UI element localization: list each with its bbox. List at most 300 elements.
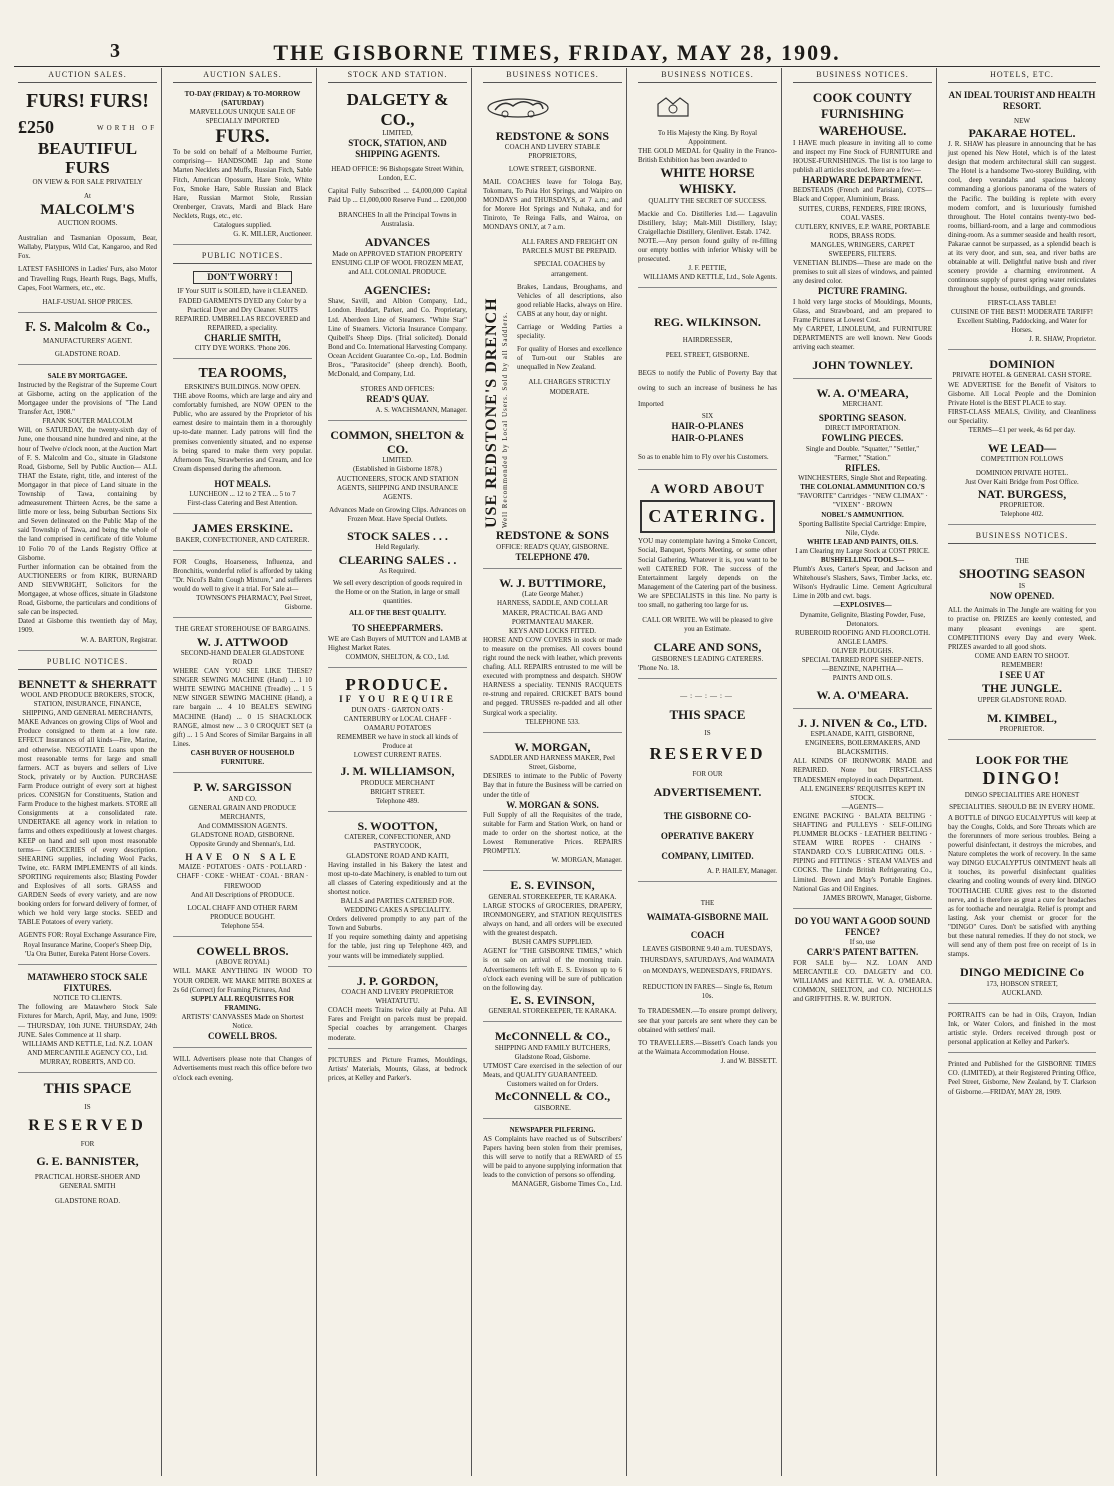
ad-text: LATEST FASHIONS in Ladies' Furs, also Motor and Travelling Rugs, Hearth Rugs, Bags, Muffs, Capes, Foot Warmers, etc., etc. [18,265,157,292]
ad-text: The following are Matawhero Stock Sale Fixtures for March, April, May, and June, 1909:— THURSDAY, 10th JUNE. THURSDAY, 24th JUNE. Sales Commence at 11 sharp. [18,1003,157,1039]
ad-text: "FAVORITE" Cartridges · "NEW CLIMAX" · "VIXEN" · BROWN [797,492,928,510]
ad-text: —AGENTS— [841,802,884,811]
ad-erskine [173,518,312,550]
ad-headline: SPORTING SEASON. [818,413,907,424]
ad-headline: SALE BY MORTGAGEE. [47,371,128,380]
ad-text: SADDLER AND HARNESS MAKER, Peel Street, Gisborne, [489,754,616,772]
ad-text: AUCTION ROOMS. [57,219,118,228]
ad-text: Instructed by the Registrar of the Supreme Court at Gisborne, acting on the application of the Mortgagee under the provisions of "The Land Transfer Act, 1908." [18,380,157,417]
ad-text: At [84,191,91,200]
ad-headline: HARDWARE DEPARTMENT. [802,175,923,186]
ad-text: FIRST-CLASS TABLE! [987,298,1057,307]
coach-horse-icon [483,94,553,120]
ad-text: CATERER, CONFECTIONER, AND PASTRYCOOK, [344,833,451,851]
ad-headline: ADVANCES [364,235,431,250]
ad-headline: ADVERTISEMENT. [653,784,762,799]
ad-sargisson [173,777,312,937]
ad-text: BALLS and PARTIES CATERED FOR. [340,896,455,905]
ad-headline: E. S. EVINSON, [510,992,595,1007]
columns [14,68,1100,1476]
ad-headline: READ'S QUAY. [366,394,429,405]
ad-text: WILL Advertisers please note that Changes of Advertisements must reach this office before two o'clock each evening. [173,1055,312,1082]
ad-dominion [948,354,1096,525]
ad-headline: JAMES ERSKINE. [192,521,293,536]
ad-headline: HAIR-O-PLANES [671,432,744,443]
ad-picture-frames [328,1053,467,1088]
ad-signature: A. S. WACHSMANN, Manager. [375,405,467,414]
ad-text: LARGE STOCKS of GROCERIES, DRAPERY, IRONMONGERY, and STATION REQUISITES always on hand, and all orders will be executed with the greatest despatch. [483,901,622,938]
catering-box [640,500,775,533]
ad-headline: McCONNELL & CO., [494,1089,611,1104]
ad-gordon [328,971,467,1049]
ad-text: NOBEL'S AMMUNITION. [821,510,904,519]
ad-text: REMEMBER we have in stock all kinds of Produce at [336,732,459,751]
ad-cowell [173,941,312,1048]
ad-text: Excellent Stabling, Paddocking, and Water for Horses. [957,316,1087,334]
ad-signature: WILLIAMS AND KETTLE, Ltd., Sole Agents. [643,273,777,282]
ad-price: £250 [18,117,54,137]
newspaper-title: THE GISBORNE TIMES, FRIDAY, MAY 28, 1909. [273,40,841,65]
ad-headline: DINGO MEDICINE Co [959,965,1084,980]
ad-text: AGENT for "THE GISBORNE TIMES," which is on sale on arrival of the morning train. Advertisements left with E. S. Evinson up to 6 o'clock each evening will be sure of publication on the following day. [483,947,622,992]
ad-headline: THE JUNGLE. [981,681,1062,696]
ad-text: WILL MAKE ANYTHING IN WOOD TO YOUR ORDER. WE MAKE MITRE BOXES at 2s 6d (Correct) for Framing Pictures, And [173,967,312,994]
ad-niven [793,713,932,909]
ad-common-shelton [328,425,467,668]
ad-text: Just Over Kaiti Bridge from Post Office. [965,477,1079,486]
ad-redstone [483,87,622,569]
ad-text: ALL FARES AND FREIGHT ON PARCELS MUST BE PREPAID. [521,238,618,256]
ad-headline: TO SHEEPFARMERS. [352,623,443,634]
ad-text: I hold very large stocks of Mouldings, Mounts, Glass, and Strawboard, and am prepared to Frame Pictures at Lowest Cost. [793,297,932,324]
ad-text: THE above Rooms, which are large and airy and comfortably furnished, are NOW OPEN to the Public, who are assured by the Proprietor of his earnest desire to maintain them in a thoroughly up-to-date manner. Lady patrons will find the premises conveniently situated, and no expense is being spared to make them very popular. Afternoon Tea, Strawberries and Cream, and Ice Cream dispensed during the afternoon. [173,392,312,473]
ad-text: PEEL STREET, GISBORNE. [665,350,750,359]
ad-headline: REDSTONE & SONS [495,129,610,143]
ad-text: If so, use [849,938,876,947]
ad-text: (ABOVE ROYAL) [215,958,270,967]
ad-text: AS Complaints have reached us of Subscribers' Papers having been stolen from their premises, this will serve to notify that a REWARD of £5 will be paid to anyone supplying information that leads to the conviction of persons so offending. [483,1134,622,1180]
ad-text: (Established in Gisborne 1878.) AUCTIONEERS, STOCK AND STATION AGENTS, SHIPPING AND INSURANCE AGENTS. [336,465,459,501]
ad-text: ESPLANADE, KAITI, GISBORNE, [810,730,915,739]
ad-signature: G. K. MILLER, Auctioneer. [233,230,312,239]
ad-headline: HOT MEALS. [214,478,271,489]
ad-mortgage [18,369,157,651]
ad-matawhero [18,969,157,1073]
ad-text: Brakes, Landaus, Broughams, and Vehicles of all descriptions, also good reliable Hacks, always on Hire. CABS at any hour, day or night. [517,282,622,318]
ad-reserved-bannister [18,1077,157,1211]
ad-text: WE ADVERTISE for the Benefit of Visitors to Gisborne. All Local People and the Dominion Private Hotel is the BEST PLACE to stay. [948,380,1096,407]
ad-headline: THIS SPACE [669,706,746,722]
ad-portraits [948,1008,1096,1053]
ad-text: CUISINE OF THE BEST! MODERATE TARIFF! [950,307,1094,316]
ad-signature: J. and W. BISSETT. [720,1056,777,1065]
ad-text: GENERAL STOREKEEPER, TE KARAKA. [488,892,617,901]
section-header: BUSINESS NOTICES. [793,68,932,83]
ad-furs [18,87,157,313]
ad-text: I am Clearing my Large Stock at COST PRICE. [795,546,930,555]
ad-text: HEAD OFFICE: 96 Bishopsgate Street Within, London, E.C. [331,164,464,182]
ad-omeara [793,383,932,709]
ad-text: WEDDING CAKES A SPECIALITY. [344,906,451,915]
ad-text: COACH AND LIVERY STABLE PROPRIETORS, [504,143,601,161]
ad-morgan [483,737,622,872]
ad-text: Advances Made on Growing Clips. Advances on Frozen Meat. Have Special Outlets. [329,505,466,523]
section-header: HOTELS, ETC. [948,68,1096,83]
ad-text: —EXPLOSIVES— [833,601,892,610]
ad-text: ALL CHARGES STRICTLY MODERATE. [528,378,611,396]
ad-dye-works [173,268,312,359]
ad-text: PRODUCE MERCHANT [360,778,435,787]
ad-text: PORTRAITS can be had in Oils, Crayon, Indian Ink, or Water Colors, and finished in the most artistic style. Orders received through post or personal application at Kelley and Parker's. [948,1010,1096,1047]
ad-bennett [18,674,157,965]
page-number: 3 [110,40,120,62]
ad-text: Further information can be obtained from the AUCTIONEERS or from KIRK, BURNARD AND SIEVWRIGHT, Solicitors for the Mortgagee, at whose offices, situate in Gladstone Road, Gisborne, the particulars and conditions of sale can be inspected. [18,562,157,617]
ad-text: COMPETITION FOLLOWS [980,455,1064,464]
ad-headline: SHOOTING SEASON [958,566,1086,582]
ad-text: ALL the Animals in The Jungle are waiting for you to practise on. PRIZES are keenly contested, and many pleasant evenings are spent. COMPETITIONS every Day and every Week. PRIZES awarded to all good shots. [948,606,1096,651]
ad-evinson [483,875,622,1022]
ad-text: Opposite Grundy and Shennan's, Ltd. [189,840,296,848]
ad-text: LIMITED. [382,456,413,465]
ad-text: GLADSTONE ROAD. [54,1196,121,1205]
ad-text: WOOL AND PRODUCE BROKERS, STOCK, STATION, INSURANCE, FINANCE, SHIPPING, AND GENERAL MERCHANTS, [20,691,155,718]
ad-text: THE GOLD MEDAL for Quality in the Franco-British Exhibition has been awarded to [638,147,777,165]
ad-text: 'Phone No. 18. [638,663,680,672]
ad-text: SIX [701,412,714,421]
section-header: PUBLIC NOTICES. [18,655,157,670]
ad-text: THE [700,898,715,907]
redstone-block [483,238,622,528]
ad-wilkinson [638,292,777,469]
ad-text: IS [1018,582,1026,591]
ad-headline: COWELL BROS. [196,944,289,958]
ad-text: FOR OUR [692,769,723,778]
ad-text: FRANK SOUTER MALCOLM [42,417,133,426]
ad-headline: FOWLING PIECES. [821,433,904,444]
ad-headline: J. M. WILLIAMSON, [340,764,455,779]
ad-text: To TRADESMEN.—To ensure prompt delivery, see that your parcels are sent where they can be obtained with settlers' mail. [638,1007,777,1034]
ad-text: Single and Double. "Squatter," "Settler," "Farmer," "Station." [805,444,920,462]
ad-text: DUN OATS · GARTON OATS · CANTERBURY or LOCAL CHAFF · OAMARU POTATOES [343,705,452,732]
ad-text: VENETIAN BLINDS—These are made on the premises to suit all sizes of windows, and painted any desired color. [793,259,932,286]
ad-text: ON VIEW & FOR SALE PRIVATELY [32,177,143,186]
ad-text: SECOND-HAND DEALER GLADSTONE ROAD [180,648,305,667]
ad-text: NEW [1014,116,1030,125]
ad-headline: A WORD ABOUT [650,480,765,496]
ad-text: PRIVATE HOTEL & GENERAL CASH STORE. [952,371,1092,380]
ad-text: PICTURES and Picture Frames, Mouldings, Artists' Materials, Mounts, Glass, at bedrock prices, at Kelley and Parker's. [328,1055,467,1082]
ad-text: Held Regularly. [375,543,420,552]
ad-headline: BEAUTIFUL FURS [37,138,138,178]
ad-text: HARNESS, SADDLE, AND COLLAR MAKER, PRACTICAL BAG AND PORTMANTEAU MAKER. [496,599,609,626]
ad-text: SUITES, CURBS, FENDERS, FIRE IRONS, COAL VASES. [798,204,927,222]
ad-text: Telephone 402. [1000,510,1044,519]
ad-text: FIRST-CLASS MEALS, Civility, and Cleanliness our Speciality. [948,407,1096,425]
ad-headline: DINGO! [982,767,1062,788]
ad-text: LUNCHEON ... 12 to 2 TEA ... 5 to 7 [189,490,296,499]
ad-pakarae [948,87,1096,350]
ad-headline: LOOK FOR THE [975,753,1069,768]
column-5 [634,68,782,1476]
ad-reserved-coop [638,683,777,882]
ad-headline: WE LEAD— [987,441,1057,456]
ad-text: TELEPHONE 533. [525,717,580,726]
ad-headline: STOCK, STATION, AND SHIPPING AGENTS. [348,138,447,160]
ad-headline: BENNETT & SHERRATT [18,676,157,691]
ad-signature: J. R. SHAW, Proprietor. [1028,334,1096,343]
column-6 [789,68,937,1476]
ad-text: THE GREAT STOREHOUSE OF BARGAINS. [175,625,310,634]
vertical-banner: USE REDSTONE'S DRENCH [483,297,500,529]
ad-text: ALL OF THE BEST QUALITY. [349,609,446,618]
ad-text: Carriage or Wedding Parties a speciality. [517,322,622,341]
ad-text: WE are Cash Buyers of MUTTON and LAMB at Highest Market Rates. [328,634,467,652]
ad-signature: JAMES BROWN, Manager, Gisborne. [823,893,932,902]
ad-text: COACH meets Trains twice daily at Puha. All Fares and Freight on parcels must be prepaid. Special coaches by arrangement. Charges moderate. [328,1006,467,1042]
ad-headline: TELEPHONE 470. [515,551,590,562]
ad-headline: W. A. O'MEARA. [816,688,909,703]
ad-text: CALL OR WRITE. We will be pleased to give you an Estimate. [642,616,773,634]
ad-headline: W. J. ATTWOOD [196,634,289,649]
ad-headline: P. W. SARGISSON [193,780,292,795]
ad-headline: AN IDEAL TOURIST AND HEALTH RESORT. [948,90,1096,112]
ad-text: I HAVE much pleasure in inviting all to come and inspect my Fine Stock of FURNITURE and HOUSE-FURNISHINGS. The list is too large to publish all articles stocked. Here are a few:— [793,138,932,175]
ad-text: BRIGHT STREET. [370,787,425,796]
ad-headline: HAIR-O-PLANES [671,421,744,432]
ad-text: SPECIAL TARRED ROPE SHEEP-NETS. [801,656,924,664]
ad-townley [793,87,932,379]
ad-headline: WHITE HORSE WHISKY. [660,165,755,196]
ad-text: 173, HOBSON STREET, [986,979,1058,988]
ad-text: GLADSTONE ROAD. [54,349,121,358]
ad-headline: J. P. GORDON, [356,973,439,988]
ad-text: As Required. [379,566,416,575]
ad-text: WILLIAMS AND KETTLE, Ltd. N.Z. LOAN AND MERCANTILE AGENCY CO., Ltd. MURRAY, ROBERTS, AND CO. [22,1039,153,1066]
ad-text: My CARPET, LINOLEUM, and FURNITURE DEPARTMENTS are well known. New Goods arriving each steamer. [793,324,932,352]
ad-headline: COMMON, SHELTON & CO. [330,427,465,456]
ad-text: LOWEST CURRENT RATES. [353,751,442,760]
ad-signature: W. MORGAN, Manager. [551,856,622,865]
ad-text: Mackie and Co. Distilleries Ltd.— Lagavulin Distillery, Islay; Malt-Mill Distillery, Islay; Craigellachie Distillery, Glenlivet. Estab. 1742. [638,209,777,236]
ad-headline: THE GISBORNE CO-OPERATIVE BAKERY COMPANY, LIMITED. [660,811,755,861]
section-header: BUSINESS NOTICES. [948,529,1096,544]
ad-advertisers-note [173,1052,312,1087]
ad-headline: M. KIMBEL, [987,710,1057,725]
ad-mcconnell [483,1026,622,1118]
ad-headline: HAVE ON SALE [185,852,300,863]
ad-text: KEYS AND LOCKS FITTED. [508,626,597,635]
ad-text: TERMS—£1 per week, 4s 6d per day. [968,426,1076,434]
ad-text: Capital Fully Subscribed ... £4,000,000 Capital Paid Up ... £1,000,000 Reserve Fund ... £200,000 [328,186,467,204]
ad-white-horse [638,87,777,288]
ad-headline: WAIMATA-GISBORNE MAIL COACH [646,911,769,940]
ad-text: (Late George Maher.) [522,590,583,599]
ad-text: AUCKLAND. [1001,988,1043,997]
ad-text: Telephone 554. [220,921,265,930]
ad-text: QUALITY THE SECRET OF SUCCESS. [648,196,767,205]
ad-text: First-class Catering and Best Attention. [187,499,298,508]
ad-headline: THIS SPACE [43,1080,132,1097]
ad-text: IS [704,728,711,737]
column-7 [944,68,1100,1476]
ad-headline: REDSTONE & SONS [495,528,610,543]
ad-text: —BENZINE, NAPHTHA— [822,665,903,674]
ad-text: PAINTS AND OILS. [832,674,893,683]
ad-text: ERSKINE'S BUILDINGS. NOW OPEN. [184,383,301,392]
ad-text: RUBEROID ROOFING AND FLOORCLOTH. [795,628,930,637]
ad-headline: MATAWHERO STOCK SALE FIXTURES. [27,971,148,993]
ad-headline: TEA ROOMS, [198,366,287,382]
section-header: BUSINESS NOTICES. [638,68,777,83]
ad-text: Full Supply of all the Requisites of the trade, suitable for Farm and Station Work, on hand or made to order on the shortest notice, at the Lowest Remunerative Prices. REPAIRS PROMPTLY. [483,810,622,856]
ad-text: So as to enable him to Fly over his Customers. [638,452,769,461]
ad-miller-furs [173,87,312,245]
ad-text: WORTH OF [97,123,157,132]
ad-text: GISBORNE. [534,1103,571,1112]
ad-text: IF Your SUIT is SOILED, have it CLEANED. FADED GARMENTS DYED any Color by a Practical Dyer and Dry Cleaner. SUITS REPAIRED. UMBRELLAS RECOVERED and REPAIRED, a speciality. [174,287,311,332]
ad-text: LOCAL CHAFF AND OTHER FARM PRODUCE BOUGHT. [187,903,298,921]
ad-text: PROPRIETOR. [999,725,1045,734]
ad-headline: PAKARAE HOTEL. [968,125,1076,140]
ad-buttimore [483,573,622,733]
ad-headline: COWELL BROS. [207,1031,278,1042]
ad-cough-mixture [173,555,312,619]
ad-text: GLADSTONE ROAD AND KAITI, [346,851,449,860]
ad-text: And All Descriptions of PRODUCE. [190,890,295,899]
ad-text: DINGO SPECIALITIES ARE HONEST SPECIALITIES. SHOULD BE IN EVERY HOME. [949,790,1095,812]
ad-headline: PRODUCE. [345,674,450,694]
imprint [948,1057,1096,1101]
ad-text: OLIVER PLOUGHS. [831,646,894,655]
ad-text: TO TRAVELLERS.—Bissett's Coach lands you at the Waimata Accommodation House. [638,1038,777,1056]
ad-text: BUSH CAMPS SUPPLIED. [512,938,593,947]
ad-text: MERCHANT. [842,400,883,408]
ad-text: BRANCHES In all the Principal Towns in Australasia. [338,211,457,229]
ad-mail-coach [638,886,777,1071]
ad-headline: RESERVED [649,743,766,763]
ad-headline: MALCOLM'S [40,202,135,219]
ad-text: Dated at Gisborne this twentieth day of May, 1909. [18,617,157,635]
ad-dalgety [328,87,467,421]
ad-text: We sell every description of goods required in the Home or on the Station, in large or small quantities. [332,579,463,606]
royal-crest-icon [638,94,708,120]
ad-signature: A. P. HAILEY, Manager. [706,866,777,875]
ad-text: DOMINION PRIVATE HOTEL. [975,468,1069,477]
ad-text: WINCHESTERS, Single Shot and Repeating. [798,474,927,483]
ad-malcolm [18,317,157,365]
ad-text: Sporting Ballistite Special Cartridge: Empire, Nile, Clyde. [798,519,927,537]
ad-text: ENGINE PACKING · BALATA BELTING · SHAFTING and PULLEYS · SELF-OILING PLUMMER BLOCKS · LEATHER BELTING · STEAM WIRE ROPES · CHAINS · STANDARD CO.'S LUBRICATING OILS. · PIPING and FITTINGS · STEAM VALVES and COCKS. The Linde British Refrigerating Co., Limited. Brown and May's Portable Engines. National Gas and Oil Engines. [793,811,932,893]
ad-text: LOWE STREET, GISBORNE. [508,164,597,173]
imprint-text: Printed and Published for the GISBORNE TIMES CO. (LIMITED), at their Registered Printing Office, Peel Street, Gisborne, New Zealand, by T. Clarkson of Gisborne.—FRIDAY, MAY 28, 1909. [948,1060,1096,1096]
section-header: PUBLIC NOTICES. [173,249,312,264]
ad-text: PRACTICAL HORSE-SHOER AND GENERAL SMITH [34,1172,141,1190]
ad-headline: RESERVED [28,1117,147,1135]
ad-text: COME AND EARN TO SHOOT. [974,651,1070,660]
ad-headline: AGENCIES: [364,282,431,297]
ad-headline: DALGETY & CO., [346,90,449,129]
ad-text: THE COLONIAL AMMUNITION CO.'S [800,483,925,492]
ad-text: ANGLE LAMPS. [837,637,888,646]
ad-text: If you require something dainty and appetising for the table, just ring up Telephone 469, and your wants will be immediately supplied. [328,933,467,960]
ad-text: MAKE Advances on growing Clips of Wool and Produce consigned to them at a low rate. EFFECT Insurances of all kinds—Fire, Marine, and otherwise. NEGOTIATE Loans upon the most reasonable terms for large and small farmers. ACT as buyers and sellers of Live Stock, privately or by Auction. PURCHASE Farm Produce outright of every sort at highest prices. CONSIGN for Constituents, Station and Farm Produce to the highest markets. STORE all Consignments at a consolidated rate. UNDERTAKE all agency work in relation to farms and others expeditiously at lowest charges. KEEP on hand and sell upon most reasonable terms— GROCERIES of every description. SHEARING supplies, including Wool Packs, Twine, etc. FARM IMPLEMENTS of all kinds. SPORTING requirements also; Blasting Powder and Explosives of all sorts. GRASS and GARDEN Seeds of every variety, and are now booking orders for forward delivery of former, of which we hold very large stocks. SEED and TABLE Potatoes of every variety. [18,718,157,927]
ad-text: Customers waited on for Orders. [506,1080,599,1089]
ad-headline: FURS. [215,126,270,148]
ad-text: GENERAL GRAIN AND PRODUCE MERCHANTS, [188,803,297,821]
ad-headline: S. WOOTTON, [357,818,438,833]
ad-text: AGENTS FOR: Royal Exchange Assurance Fire, Royal Insurance Marine, Cooper's Sheep Dip, 'Ua Ora Butter, Eureka Patent Horse Covers. [18,931,157,958]
ad-wootton [328,816,467,967]
ad-text: LEAVES GISBORNE 9.40 a.m. TUESDAYS, THURSDAYS, SATURDAYS, And WAIMATA on MONDAYS, WEDNESDAYS, FRIDAYS. [640,944,775,976]
ad-text: REMEMBER! [1001,660,1043,669]
ad-text: IS [84,1102,91,1111]
ad-text: Plumb's Axes, Carter's Spear, and Jackson and Whitehouse's Slashers, Saws, Timber Jacks, etc. Wilson's Hydraulic Lime. Cement Agricultural Lime in 20lb and cwt. bags. [793,565,932,601]
section-header: AUCTION SALES. [18,68,157,83]
ad-text: DIRECT IMPORTATION. [824,424,901,433]
ad-williamson [328,672,467,812]
ad-text: BUSHFELLING TOOLS— [820,555,905,564]
ad-headline: W. MORGAN & SONS. [506,799,599,810]
ad-text: NOTICE TO CLIENTS. [53,994,122,1003]
ad-carr-batten [793,913,932,1009]
ad-signature: TOWNSON'S PHARMACY, Peel Street, Gisborne. [196,594,312,612]
column-1 [14,68,162,1476]
ad-text: MARVELLOUS UNIQUE SALE OF SPECIALLY IMPORTED [189,108,296,126]
masthead [14,38,1100,67]
column-4 [479,68,627,1476]
ad-text: ARTISTS' CANVASSES Made on Shortest Notice. [181,1012,304,1031]
ad-text: MANGLES, WRINGERS, CARPET SWEEPERS, FILTERS. [810,240,915,259]
ad-clare-catering [638,474,777,679]
ad-text: BEGS to notify the Public of Poverty Bay that owing to such an increase of business he has Imported [638,368,777,408]
ad-headline: G. E. BANNISTER, [36,1154,139,1169]
ad-headline: W. A. O'MEARA, [816,385,909,400]
ad-text: ALL ENGINEERS' REQUISITES KEPT IN STOCK. [799,784,926,802]
ad-text: Australian and Tasmanian Opossum, Bear, Wallaby, Platypus, Wild Cat, Kangaroo, and Red Fox. [18,234,157,261]
section-header: STOCK AND STATION. [328,68,467,83]
ad-text: NOTE.—Any person found guilty of re-filling our empty bottles with inferior Whisky will be prosecuted. [638,236,777,264]
ad-headline: CARR'S PATENT BATTEN. [806,947,919,958]
column-2 [169,68,317,1476]
ad-text: A BOTTLE of DINGO EUCALYPTUS will keep at bay the Coughs, Colds, and Sore Throats which are the forerunners of more serious troubles. Being a powerful disinfectant, it destroys the microbes, and Nature completes the work of recovery. In the same way DINGO EUCALYPTUS OINTMENT heals all it touches, its powerful disinfectant qualities clearing and cooling wounds of every kind. DINGO TOOTHACHE CURE gives rest to the distorted nerve, and is therefore as great a cure for headaches as for toothache and neuralgia. Relief is prompt and lasting. Ask your chemist or grocer for the "DINGO" Cures. Don't be satisfied with anything but these natural remedies. If they do not stock, we will send any of them post free on receipt of 1s in stamps. [948,813,1096,959]
ad-text: BAKER, CONFECTIONER, AND CATERER. [175,535,310,544]
ad-headline: FURS! FURS! [26,90,149,112]
ad-text: Orders delivered promptly to any part of the Town and Suburbs. [328,915,467,933]
ad-text: Dynamite, Gelignite, Blasting Powder, Fuse, Detonators. [799,610,926,628]
ad-text: Shaw, Savill, and Albion Company, Ltd., London. Huddart, Parker, and Co. Proprietary, Ltd. Aberdeen Line of Steamers. "White Star" Line of Steamers. Victoria Insurance Company. Quibell's Sheep Dips. (Trial solicited). Donald Bond and Co. International Harvesting Company. Ocean Accident Guarantee Co.-op., Ltd. Bodmin Bros., "Parasitocide" (sheep drench). Booth, McDonald, and Company, Ltd. [328,297,467,379]
ad-text: REDUCTION IN FARES— Single 6s, Return 10s. [642,983,773,1001]
ad-headline: F. S. Malcolm & Co., [25,319,150,335]
ad-headline: PICTURE FRAMING. [818,286,907,297]
ad-text: OFFICE: READ'S QUAY, GISBORNE. [496,542,609,551]
ad-text: Telephone 489. [375,796,420,805]
ad-text: ALL KINDS OF IRONWORK MADE and REPAIRED. None but FIRST-CLASS TRADESMEN employed in each Department. [793,757,932,784]
ad-headline: NOW OPENED. [989,591,1055,602]
ad-text: DESIRES to intimate to the Public of Poverty Bay that in future the Business will be carried on under the title of [483,772,622,799]
ad-headline: CLEARING SALES . . [338,552,457,567]
ad-text: GISBORNE'S LEADING CATERERS. [651,654,764,663]
ad-pilfering [483,1123,622,1195]
ad-text: GENERAL STOREKEEPER, TE KARAKA. [488,1007,617,1016]
ad-text: HORSE AND COW COVERS in stock or made to measure on the premises. All covers bound right round the neck with leather, which prevents chafing. ALL REPAIRS entrusted to me will be executed with promptness and despatch. SHOW HARNESS a speciality. TENNIS RACQUETS re-strung and repaired. CRICKET BATS bound and pegged. TRUSSES re-padded and all other Surgical work a speciality. [483,635,622,717]
ad-text: GLADSTONE ROAD, GISBORNE. [190,830,295,839]
ad-signature: COMMON, SHELTON, & CO., Ltd. [345,652,450,661]
ad-headline: E. S. EVINSON, [510,878,595,893]
ad-text: THE [1015,557,1029,566]
ad-signature: MANAGER, Gisborne Times Co., Ltd. [511,1180,622,1189]
ad-attwood [173,622,312,773]
ad-headline: J. J. NIVEN & Co., LTD. [798,715,927,730]
